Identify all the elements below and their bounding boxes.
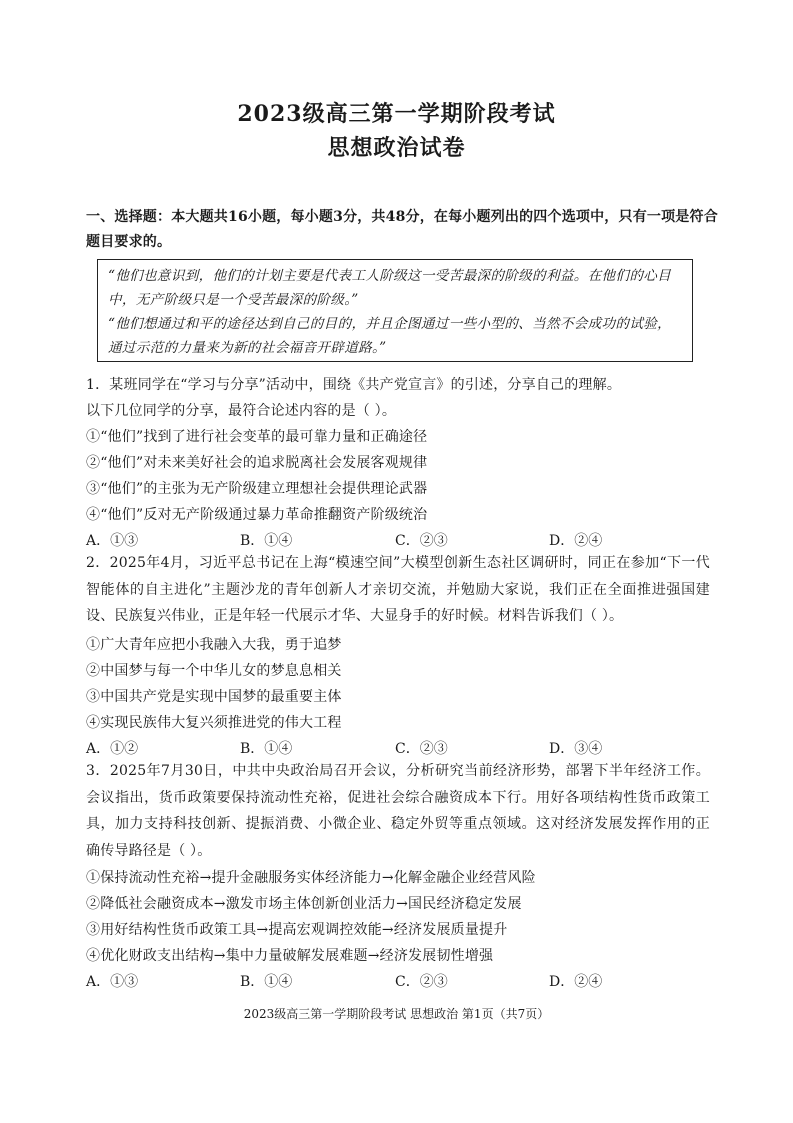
q1-item-4: ④“他们”反对无产阶级通过暴力革命推翻资产阶级统治	[86, 507, 428, 523]
q1-item-1: ①“他们”找到了进行社会变革的最可靠力量和正确途径	[86, 429, 428, 445]
q2-option-a: A．①②	[86, 741, 139, 757]
quote-box	[97, 259, 693, 362]
quote-paragraph-1: “他们也意识到，他们的计划主要是代表工人阶级这一受苦最深的阶级的利益。在他们的心目中，无产阶级只是一个受苦最深的阶级。”	[108, 268, 671, 308]
q1-stem-line1: 1．某班同学在“学习与分享”活动中，围绕《共产党宣言》的引述，分享自己的理解。	[86, 377, 622, 393]
q2-stem: 2．2025年4月，习近平总书记在上海“模速空间”大模型创新生态社区调研时，同正在参加“下一代智能体的自主进化”主题沙龙的青年创新人才亲切交流，并勉励大家说，我们正在全面推进强国建设、民族复兴伟业，正是年轻一代展示才华、大显身手的好时候。材料告诉我们（ ）。	[86, 555, 710, 624]
q2-item-4: ④实现民族伟大复兴须推进党的伟大工程	[86, 715, 342, 731]
q2-option-c: C．②③	[395, 741, 448, 757]
q2-item-1: ①广大青年应把小我融入大我，勇于追梦	[86, 637, 342, 653]
q3-stem: 3．2025年7月30日，中共中央政治局召开会议，分析研究当前经济形势，部署下半年经济工作。会议指出，货币政策要保持流动性充裕，促进社会综合融资成本下行。用好各项结构性货币政策工具，加力支持科技创新、提振消费、小微企业、稳定外贸等重点领域。这对经济发展发挥作用的正确传导路径是（ ）。	[86, 763, 710, 859]
q3-option-c: C．②③	[395, 974, 448, 990]
q1-option-b: B．①④	[240, 533, 293, 549]
q2-option-b: B．①④	[240, 741, 293, 757]
page-footer: 2023级高三第一学期阶段考试 思想政治 第1页（共7页）	[243, 1007, 550, 1021]
q1-option-a: A．①③	[86, 533, 139, 549]
q3-item-4: ④优化财政支出结构→集中力量破解发展难题→经济发展韧性增强	[86, 948, 494, 964]
q1-options	[86, 530, 710, 550]
q3-options	[86, 971, 710, 991]
q1-stem-line2: 以下几位同学的分享，最符合论述内容的是（ ）。	[86, 403, 397, 419]
exam-title: 2023级高三第一学期阶段考试	[237, 101, 556, 127]
q1-item-3: ③“他们”的主张为无产阶级建立理想社会提供理论武器	[86, 481, 428, 497]
q2-option-d: D．③④	[549, 741, 603, 757]
q3-option-b: B．①④	[240, 974, 293, 990]
q2-item-3: ③中国共产党是实现中国梦的最重要主体	[86, 689, 342, 705]
q2-item-2: ②中国梦与每一个中华儿女的梦息息相关	[86, 663, 342, 679]
q1-option-d: D．②④	[549, 533, 603, 549]
q1-item-2: ②“他们”对未来美好社会的追求脱离社会发展客观规律	[86, 455, 428, 471]
section-heading: 一、选择题：本大题共16小题，每小题3分，共48分，在每小题列出的四个选项中，只有一项是符合题目要求的。	[86, 209, 718, 250]
quote-paragraph-2: “他们想通过和平的途径达到自己的目的，并且企图通过一些小型的、当然不会成功的试验，通过示范的力量来为新的社会福音开辟道路。”	[108, 316, 671, 356]
q3-item-3: ③用好结构性货币政策工具→提高宏观调控效能→经济发展质量提升	[86, 922, 508, 938]
q3-item-1: ①保持流动性充裕→提升金融服务实体经济能力→化解金融企业经营风险	[86, 870, 536, 886]
q2-options	[86, 738, 710, 758]
q3-item-2: ②降低社会融资成本→激发市场主体创新创业活力→国民经济稳定发展	[86, 896, 522, 912]
exam-subtitle: 思想政治试卷	[327, 135, 466, 161]
q3-option-d: D．②④	[549, 974, 603, 990]
q3-option-a: A．①③	[86, 974, 139, 990]
q1-option-c: C．②③	[395, 533, 448, 549]
